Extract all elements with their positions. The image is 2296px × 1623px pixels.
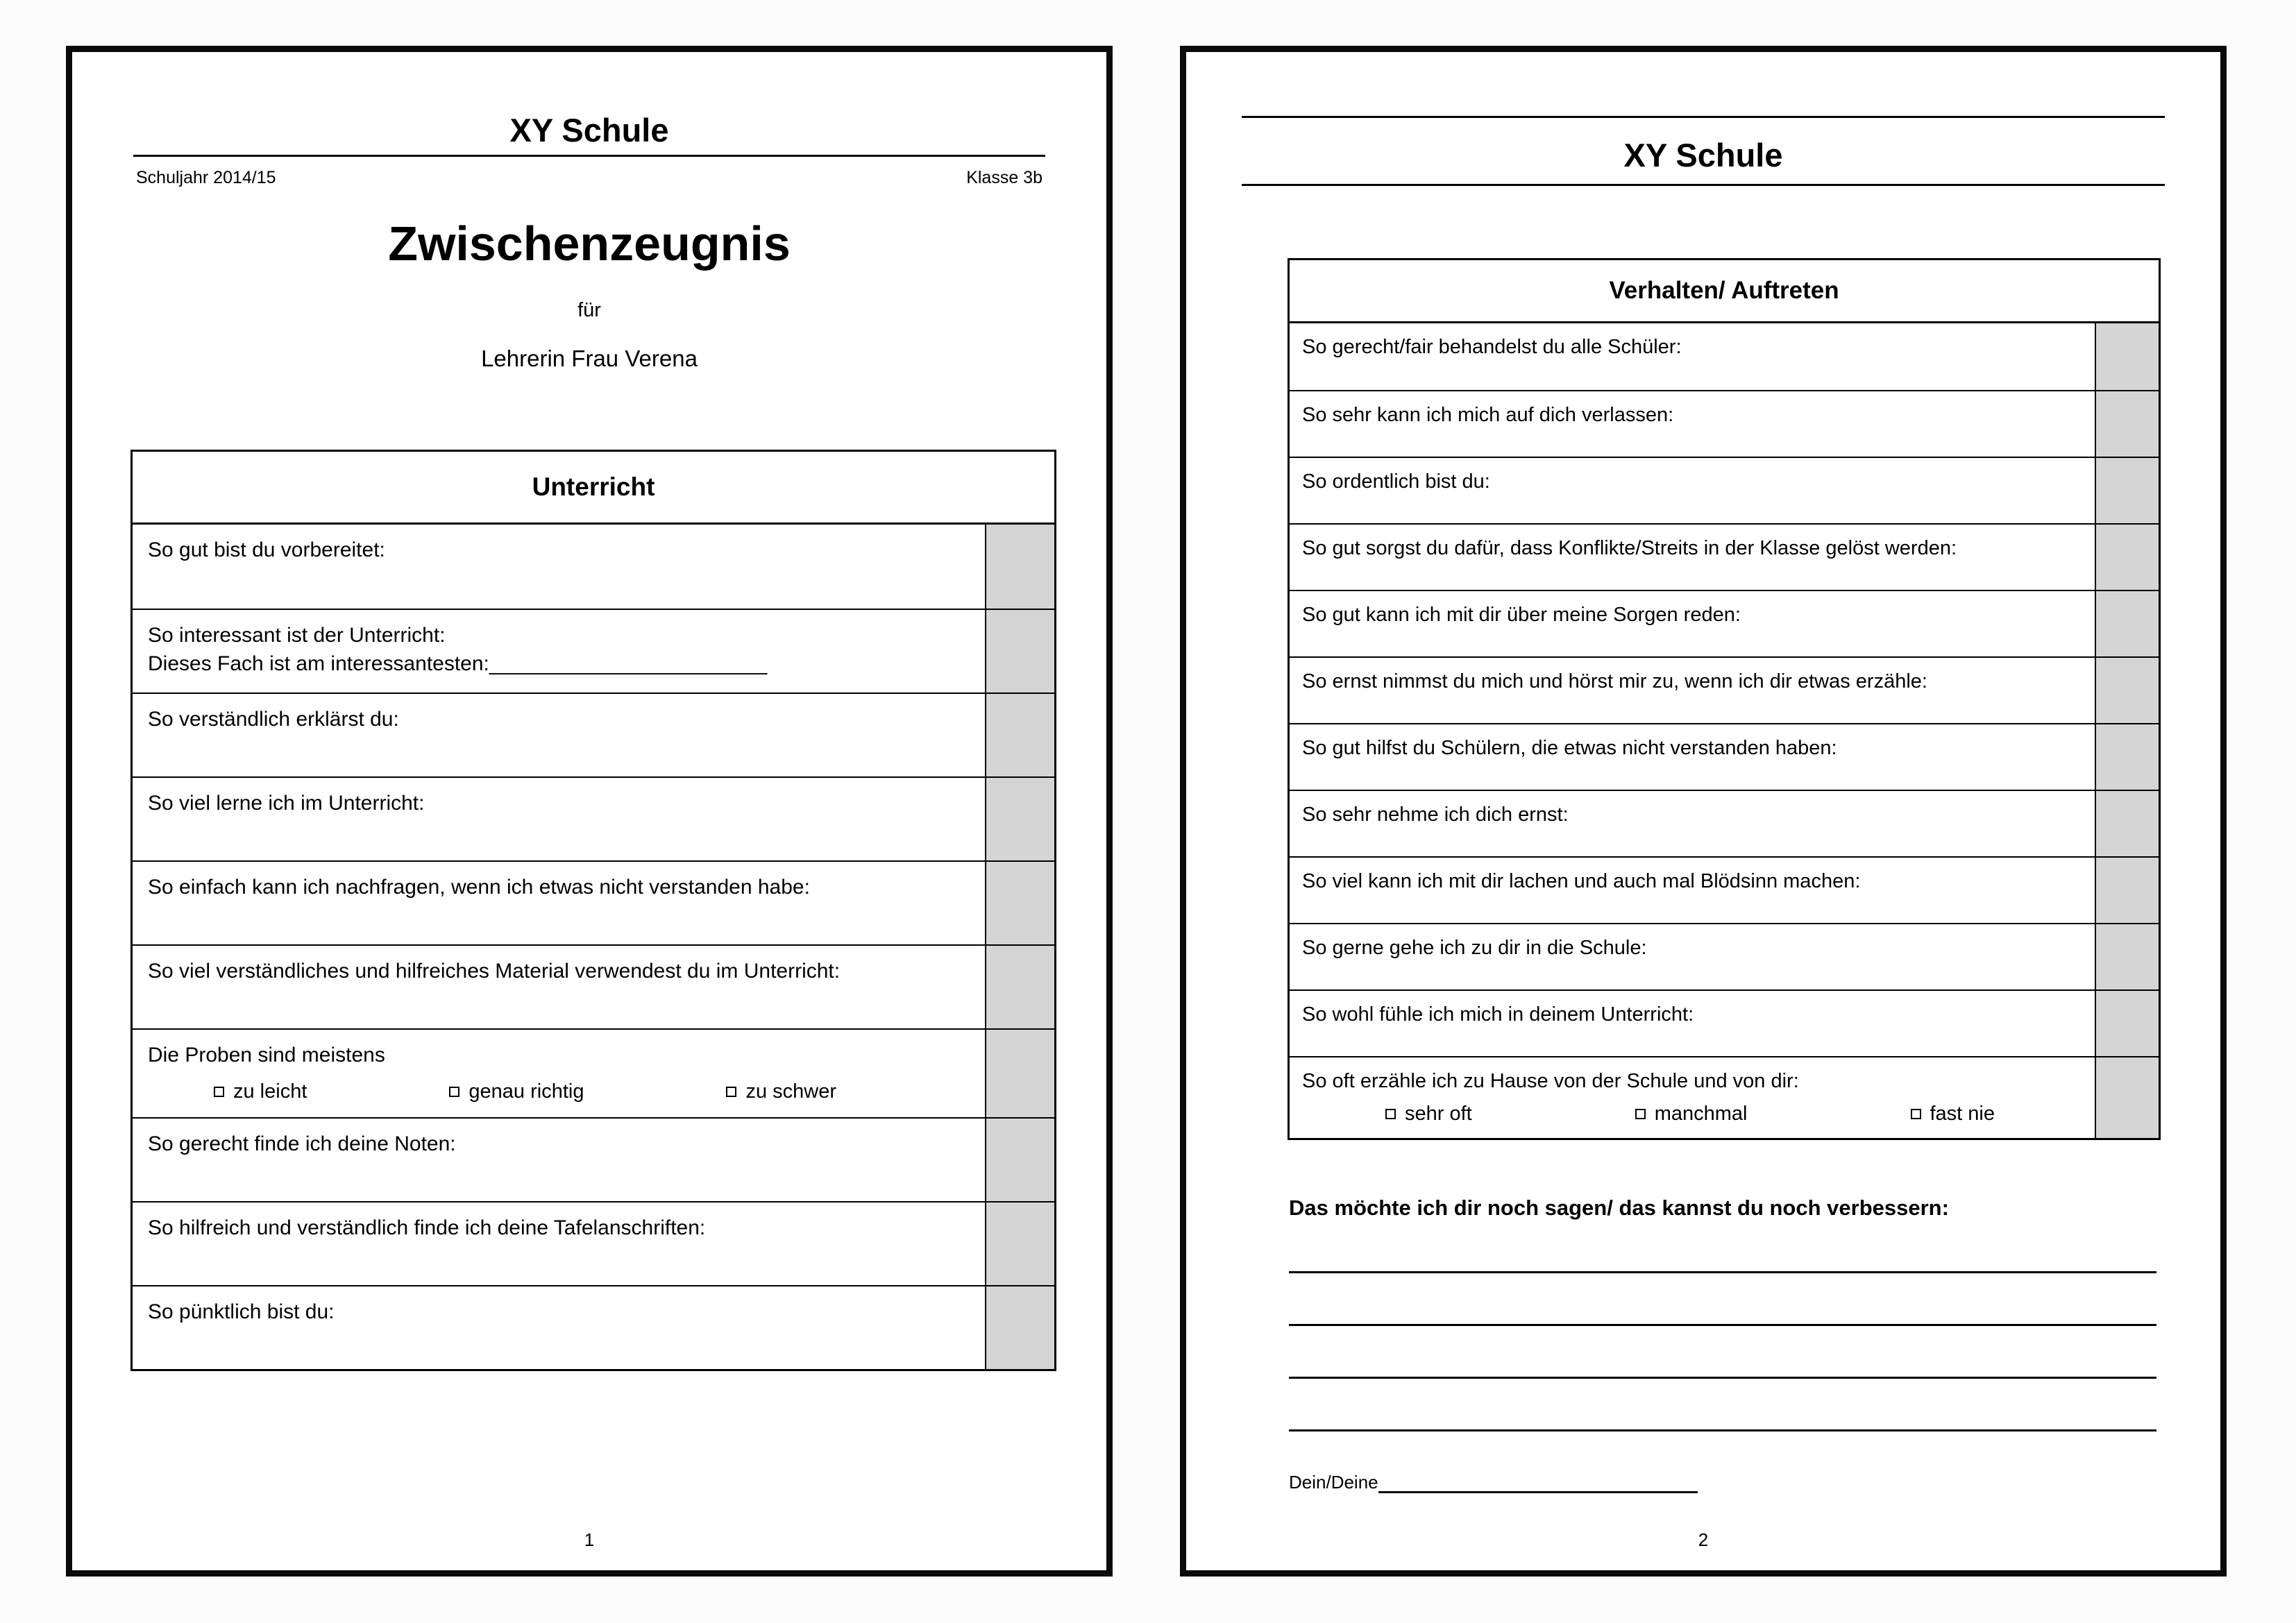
table-row bbox=[1290, 390, 2159, 457]
table-header: Unterricht bbox=[133, 452, 1054, 525]
rating-cell[interactable] bbox=[2095, 525, 2159, 590]
rating-cell[interactable] bbox=[2095, 724, 2159, 790]
page-number: 2 bbox=[1698, 1529, 1709, 1550]
table-row bbox=[1290, 590, 2159, 656]
rating-cell[interactable] bbox=[985, 778, 1054, 860]
table-row bbox=[133, 1117, 1054, 1201]
table-row bbox=[1290, 656, 2159, 723]
rating-cell[interactable] bbox=[2095, 924, 2159, 989]
table-row bbox=[1290, 323, 2159, 390]
rating-cell[interactable] bbox=[985, 1119, 1054, 1201]
option-label: manchmal bbox=[1654, 1103, 1748, 1125]
question-text: So viel kann ich mit dir lachen und auch mal Blödsinn machen: bbox=[1302, 870, 1861, 892]
school-title: XY Schule bbox=[509, 112, 669, 148]
question-text: So ernst nimmst du mich und hörst mir zu, wenn ich dir etwas erzähle: bbox=[1302, 670, 1927, 692]
header-rule bbox=[133, 155, 1045, 157]
rating-cell[interactable] bbox=[985, 1030, 1054, 1117]
checkbox-icon[interactable] bbox=[726, 1087, 736, 1097]
signature-line[interactable] bbox=[1378, 1475, 1698, 1493]
document-page-2 bbox=[1180, 46, 2227, 1577]
checkbox-options bbox=[148, 1078, 970, 1105]
checkbox-option[interactable] bbox=[449, 1078, 584, 1105]
checkbox-icon[interactable] bbox=[1635, 1109, 1646, 1119]
rating-cell[interactable] bbox=[985, 694, 1054, 776]
rating-cell[interactable] bbox=[985, 1203, 1054, 1285]
checkbox-option[interactable] bbox=[1911, 1101, 1995, 1128]
option-label: sehr oft bbox=[1405, 1103, 1472, 1125]
question-text: So gut sorgst du dafür, dass Konflikte/Streits in der Klasse gelöst werden: bbox=[1302, 537, 1957, 559]
rating-cell[interactable] bbox=[2095, 458, 2159, 523]
table-header: Verhalten/ Auftreten bbox=[1290, 260, 2159, 323]
table-row bbox=[1290, 790, 2159, 856]
question-text: So gut bist du vorbereitet: bbox=[148, 538, 385, 561]
table-row bbox=[133, 692, 1054, 776]
rating-cell[interactable] bbox=[2095, 858, 2159, 923]
table-row bbox=[1290, 1056, 2159, 1138]
verhalten-table bbox=[1288, 258, 2161, 1140]
table-row bbox=[1290, 457, 2159, 523]
checkbox-option[interactable] bbox=[214, 1078, 307, 1105]
comment-line[interactable] bbox=[1289, 1221, 2156, 1273]
table-row bbox=[133, 860, 1054, 944]
table-row bbox=[133, 1285, 1054, 1369]
header-rule-bottom bbox=[1242, 184, 2165, 186]
checkbox-icon[interactable] bbox=[449, 1087, 459, 1097]
table-row bbox=[1290, 523, 2159, 590]
rating-cell[interactable] bbox=[2095, 991, 2159, 1056]
comment-line[interactable] bbox=[1289, 1273, 2156, 1326]
checkbox-icon[interactable] bbox=[1911, 1109, 1921, 1119]
comment-line[interactable] bbox=[1289, 1326, 2156, 1379]
table-row bbox=[133, 609, 1054, 692]
question-text: So wohl fühle ich mich in deinem Unterricht: bbox=[1302, 1003, 1694, 1026]
table-row bbox=[133, 944, 1054, 1028]
question-text: So gerecht/fair behandelst du alle Schüler: bbox=[1302, 336, 1682, 358]
unterricht-table bbox=[130, 450, 1056, 1371]
table-row bbox=[133, 525, 1054, 609]
checkbox-option[interactable] bbox=[1385, 1101, 1472, 1128]
option-label: genau richtig bbox=[469, 1080, 584, 1103]
header-rule-top bbox=[1242, 116, 2165, 118]
rating-cell[interactable] bbox=[2095, 1057, 2159, 1138]
teacher-name: Lehrerin Frau Verena bbox=[481, 346, 698, 371]
rating-cell[interactable] bbox=[985, 525, 1054, 609]
question-text: So gut kann ich mit dir über meine Sorgen reden: bbox=[1302, 604, 1741, 626]
class-label: Klasse 3b bbox=[966, 168, 1043, 187]
comment-line[interactable] bbox=[1289, 1379, 2156, 1431]
question-text: So viel verständliches und hilfreiches Material verwendest du im Unterricht: bbox=[148, 960, 841, 983]
checkbox-options bbox=[1302, 1101, 2082, 1128]
question-text: So gerecht finde ich deine Noten: bbox=[148, 1132, 456, 1155]
question-text: So einfach kann ich nachfragen, wenn ich etwas nicht verstanden habe: bbox=[148, 876, 810, 899]
meta-row bbox=[136, 168, 1043, 188]
school-title: XY Schule bbox=[1623, 137, 1783, 173]
checkbox-icon[interactable] bbox=[214, 1087, 224, 1097]
rating-cell[interactable] bbox=[985, 862, 1054, 944]
rating-cell[interactable] bbox=[2095, 323, 2159, 390]
rating-cell[interactable] bbox=[2095, 591, 2159, 656]
question-text: So interessant ist der Unterricht: bbox=[148, 624, 446, 647]
document-page-1 bbox=[66, 46, 1113, 1577]
document-title: Zwischenzeugnis bbox=[388, 216, 791, 271]
rating-cell[interactable] bbox=[985, 946, 1054, 1028]
question-text: So hilfreich und verständlich finde ich deine Tafelanschriften: bbox=[148, 1216, 706, 1239]
signature-row bbox=[1289, 1472, 2220, 1493]
fill-in-line[interactable]: Dieses Fach ist am interessantesten:________________________ bbox=[148, 652, 768, 675]
table-row bbox=[1290, 856, 2159, 923]
checkbox-option[interactable] bbox=[1635, 1101, 1748, 1128]
question-text: So sehr kann ich mich auf dich verlassen: bbox=[1302, 404, 1674, 426]
rating-cell[interactable] bbox=[2095, 391, 2159, 457]
question-text: So gut hilfst du Schülern, die etwas nicht verstanden haben: bbox=[1302, 737, 1837, 759]
option-label: zu schwer bbox=[745, 1080, 836, 1103]
checkbox-icon[interactable] bbox=[1385, 1109, 1396, 1119]
page-number: 1 bbox=[584, 1529, 595, 1550]
table-row bbox=[133, 1201, 1054, 1285]
rating-cell[interactable] bbox=[2095, 791, 2159, 856]
question-text: So ordentlich bist du: bbox=[1302, 470, 1490, 493]
for-label: für bbox=[577, 299, 601, 321]
table-row bbox=[1290, 989, 2159, 1056]
rating-cell[interactable] bbox=[985, 610, 1054, 692]
question-text: So viel lerne ich im Unterricht: bbox=[148, 792, 425, 815]
table-row bbox=[133, 776, 1054, 860]
comments-heading: Das möchte ich dir noch sagen/ das kannst du noch verbessern: bbox=[1289, 1196, 1949, 1221]
rating-cell[interactable] bbox=[985, 1286, 1054, 1369]
comments-section bbox=[1289, 1196, 2156, 1431]
question-text: Die Proben sind meistens bbox=[148, 1044, 385, 1067]
checkbox-option[interactable] bbox=[726, 1078, 836, 1105]
table-row bbox=[133, 1028, 1054, 1117]
signature-label: Dein/Deine bbox=[1289, 1472, 1378, 1493]
question-text: So pünktlich bist du: bbox=[148, 1300, 335, 1323]
table-row bbox=[1290, 723, 2159, 790]
schoolyear-label: Schuljahr 2014/15 bbox=[136, 168, 276, 187]
table-row bbox=[1290, 923, 2159, 989]
question-text: So verständlich erklärst du: bbox=[148, 708, 399, 731]
question-text: So gerne gehe ich zu dir in die Schule: bbox=[1302, 937, 1647, 959]
rating-cell[interactable] bbox=[2095, 658, 2159, 723]
question-text: So sehr nehme ich dich ernst: bbox=[1302, 804, 1569, 826]
question-text: So oft erzähle ich zu Hause von der Schule und von dir: bbox=[1302, 1070, 1799, 1092]
option-label: zu leicht bbox=[233, 1080, 307, 1103]
option-label: fast nie bbox=[1930, 1103, 1995, 1125]
